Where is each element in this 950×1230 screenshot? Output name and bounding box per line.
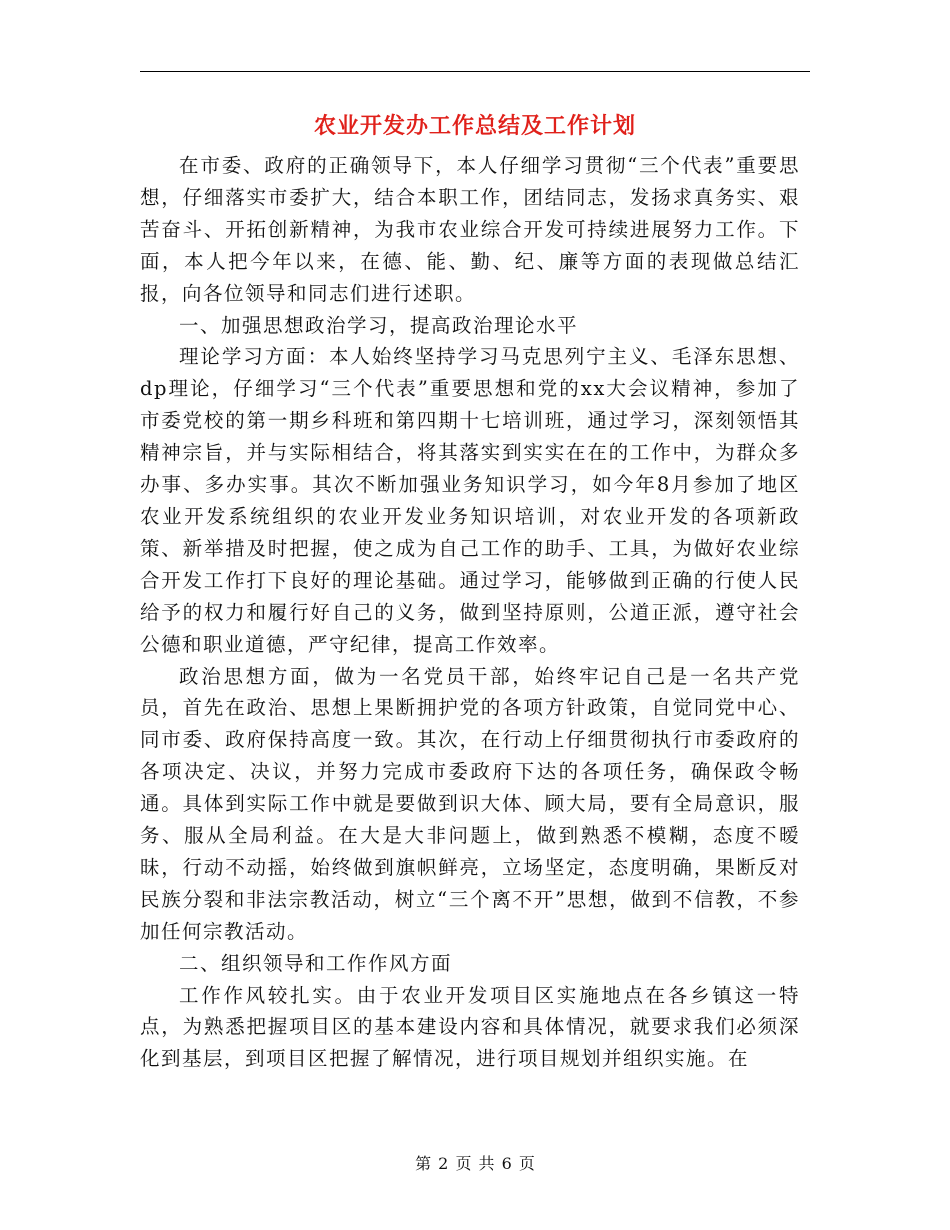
document-title: 农业开发办工作总结及工作计划 xyxy=(313,113,636,139)
header-rule xyxy=(140,71,810,72)
document-body xyxy=(140,150,800,1075)
paragraph-intro: 在市委、政府的正确领导下，本人仔细学习贯彻“三个代表”重要思想，仔细落实市委扩大，结合本职工作，团结同志，发扬求真务实、艰苦奋斗、开拓创新精神，为我市农业综合开发可持续进展努力工作。下面，本人把今年以来，在德、能、勤、纪、廉等方面的表现做总结汇报，向各位领导和同志们进行述职。 xyxy=(140,154,800,305)
section-heading-2: 二、组织领导和工作作风方面 xyxy=(179,951,453,975)
paragraph-work-style: 工作作风较扎实。由于农业开发项目区实施地点在各乡镇这一特点，为熟悉把握项目区的基本建设内容和具体情况，就要求我们必须深化到基层，到项目区把握了解情况，进行项目规划并组织实施。在 xyxy=(140,983,800,1071)
paragraph-theory-study: 理论学习方面：本人始终坚持学习马克思列宁主义、毛泽东思想、dp理论，仔细学习“三个代表”重要思想和党的xx大会议精神，参加了市委党校的第一期乡科班和第四期十七培训班，通过学习，深刻领悟其精神宗旨，并与实际相结合，将其落实到实实在在的工作中，为群众多办事、多办实事。其次不断加强业务知识学习，如今年8月参加了地区农业开发系统组织的农业开发业务知识培训，对农业开发的各项新政策、新举措及时把握，使之成为自己工作的助手、工具，为做好农业综合开发工作打下良好的理论基础。通过学习，能够做到正确的行使人民给予的权力和履行好自己的义务，做到坚持原则，公道正派，遵守社会公德和职业道德，严守纪律，提高工作效率。 xyxy=(140,345,800,656)
paragraph-political-thought: 政治思想方面，做为一名党员干部，始终牢记自己是一名共产党员，首先在政治、思想上果断拥护党的各项方针政策，自觉同党中心、同市委、政府保持高度一致。其次，在行动上仔细贯彻执行市委政府的各项决定、决议，并努力完成市委政府下达的各项任务，确保政令畅通。具体到实际工作中就是要做到识大体、顾大局，要有全局意识，服务、服从全局利益。在大是大非问题上，做到熟悉不模糊，态度不暧昧，行动不动摇，始终做到旗帜鲜亮，立场坚定，态度明确，果断反对民族分裂和非法宗教活动，树立“三个离不开”思想，做到不信教，不参加任何宗教活动。 xyxy=(140,664,800,943)
section-heading-1: 一、加强思想政治学习，提高政治理论水平 xyxy=(179,313,579,337)
page-number: 第 2 页 共 6 页 xyxy=(415,1154,535,1173)
